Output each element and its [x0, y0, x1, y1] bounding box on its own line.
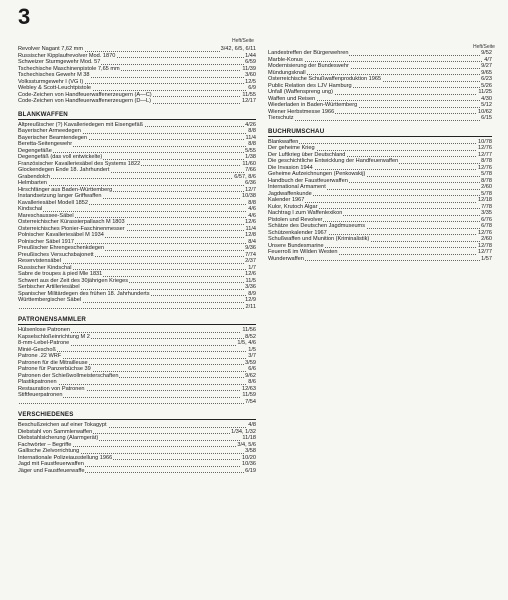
entry-title: Jäger und Faustfeuerwaffe — [18, 467, 85, 474]
entry-title: Tierschutz — [268, 115, 294, 121]
entry-title: Marble-Konus — [268, 56, 303, 63]
entry-title: Minié-Geschoß — [18, 346, 56, 353]
entry-title: Glockendegen Ende 18. Jahrhundert — [18, 167, 110, 173]
entry-title: Helmbarten — [18, 180, 47, 186]
entry-issue-page: 9/36 — [245, 245, 256, 251]
entry-issue-page: 12/7 — [245, 186, 256, 193]
entry-issue-page: 4/7 — [484, 56, 492, 63]
entry-title: Nachtrag I zum Waffenlexikon — [268, 210, 343, 216]
entry-title: Die geschichtliche Entwicklung der Handfeuerwaffen — [268, 158, 399, 164]
entry-issue-page: 12/76 — [478, 229, 492, 236]
entry-title: Kavalleriesäbel Modell 1852 — [18, 199, 88, 206]
entry-title: Code-Zeichen von Handfeuerwaffenerzeugern (A—C) — [18, 91, 152, 98]
entry-issue-page: 11/25 — [478, 89, 492, 95]
section-heading: BLANKWAFFEN — [18, 111, 256, 120]
entry-title: Fachwörter – Begriffe — [18, 441, 72, 448]
entry-issue-page: 1/7 — [248, 264, 256, 271]
issue-page-header: Heft/Seite — [473, 44, 495, 50]
entry-title: Feuerroß im Wilden Westen — [268, 249, 338, 255]
entry-title: Unfall (Waffenspreng ung) — [268, 89, 333, 95]
entry-issue-page: 5/12 — [481, 102, 492, 108]
entry-title: Schätze des Deutschen Jagdmuseums — [268, 223, 366, 229]
entry-title: Preußischer Ehrengeschenkdegen — [18, 245, 105, 251]
index-entry — [268, 115, 492, 122]
entry-title: Diebstahl von Sammlerwaffen — [18, 428, 93, 435]
entry-title — [18, 304, 19, 310]
entry-issue-page: 12/18 — [478, 197, 492, 203]
entry-issue-page: 12/77 — [478, 151, 492, 158]
entry-issue-page: 4/6 — [248, 212, 256, 219]
entry-issue-page: 12/76 — [478, 164, 492, 171]
entry-title: Spanischer Militärdegen des frühen 18. Jahrhunderts — [18, 290, 150, 297]
entry-issue-page: 2/11 — [245, 303, 256, 310]
entry-issue-page: 12/63 — [242, 385, 256, 392]
entry-title: Bayerischer Armeedegen — [18, 128, 81, 134]
entry-issue-page: 7/66 — [245, 167, 256, 173]
right-sections — [268, 128, 492, 263]
entry-issue-page: 3/58 — [245, 448, 256, 454]
entry-issue-page: 12/6 — [245, 219, 256, 225]
entry-issue-page: 12/77 — [478, 249, 492, 255]
entry-title: Pistolen und Revolver — [268, 216, 323, 223]
entry-issue-page: 11/55 — [242, 91, 256, 98]
entry-issue-page: 12/9 — [245, 297, 256, 303]
entry-issue-page: 12/17 — [242, 98, 256, 104]
entry-title: Instandsetzung langer Griffwaffen — [18, 193, 102, 199]
entry-title: Württembergischer Säbel — [18, 297, 82, 303]
entry-issue-page: 9/27 — [481, 63, 492, 69]
entry-title: Schwert aus der Zeit des 30jährigen Krieges — [18, 277, 129, 284]
section-heading: PATRONENSAMMLER — [18, 316, 256, 325]
entry-title: Schweizer Sturmgewehr Mod. 57 — [18, 59, 101, 65]
entry-title: Restauration von Patronen — [18, 385, 85, 392]
entry-issue-page: 11/59 — [242, 392, 256, 398]
entry-issue-page: 2/60 — [481, 184, 492, 190]
left-sections — [18, 111, 256, 475]
entry-issue-page: 1/44 — [245, 52, 256, 59]
entry-issue-page: 6/57, 8/6 — [234, 173, 256, 180]
entry-issue-page: 8/9 — [248, 290, 256, 297]
entry-title: Preußisches Versuchsbajonett — [18, 251, 94, 258]
entry-issue-page: 6/36 — [245, 180, 256, 186]
entry-issue-page: 5/26 — [481, 82, 492, 89]
section-entries — [18, 122, 256, 311]
left-column — [18, 38, 256, 474]
entry-issue-page: 8/4 — [248, 238, 256, 245]
entry-title: Revolver Nagant 7,62 mm — [18, 46, 83, 52]
entry-issue-page: 10/78 — [478, 138, 492, 145]
entry-title: Patronen der Schießwollmeisterschaften — [18, 372, 119, 379]
right-column — [268, 44, 495, 262]
entry-title: Altpreußischer (?) Kavalleriedegen mit Eisengefäß — [18, 121, 143, 128]
entry-title: Beschußzeichen auf einer Tokagypt — [18, 422, 107, 428]
entry-issue-page: 8/6 — [248, 379, 256, 385]
entry-title: Waffen und Reisen — [268, 95, 316, 102]
entry-title: Russischer Kindschal — [18, 264, 72, 271]
entry-title: Mündungsknall — [268, 69, 306, 76]
entry-issue-page: 6/9 — [248, 85, 256, 91]
entry-title: Volkssturmgewehr I (VG I) — [18, 78, 84, 85]
index-entry — [18, 468, 256, 475]
entry-title: Französischer Kavalleriesäbel des Systems 1822 — [18, 160, 141, 167]
entry-title: Mareschaussee-Säbel — [18, 212, 74, 219]
entry-title: Jagdwaffenkunde — [268, 190, 312, 197]
entry-title: Der Luftkrieg über Deutschland — [268, 151, 346, 158]
entry-title — [18, 399, 19, 405]
entry-issue-page: 11/39 — [242, 65, 256, 72]
entry-title: Webley & Scott-Leuchtpistole — [18, 85, 91, 91]
entry-issue-page: 4/6 — [248, 206, 256, 212]
section-heading: BUCHRUMSCHAU — [268, 128, 492, 137]
entry-title: Wiederladen in Baden-Württemberg — [268, 102, 358, 108]
entry-issue-page: 3/36 — [245, 284, 256, 290]
entry-title: Beretta-Seitengewehr — [18, 141, 73, 147]
entry-title: Kulor, Krutoch Algar — [268, 203, 318, 210]
entry-title: Österreichisches Pionier-Faschinenmesser — [18, 225, 125, 232]
entry-issue-page: 7/78 — [481, 203, 492, 210]
entry-issue-page: 11/18 — [242, 435, 256, 441]
entry-title: Landestreffen der Bürgerwehren — [268, 50, 349, 56]
entry-issue-page: 10/36 — [242, 461, 256, 467]
entry-title: Internationale Polizeiausstellung 1966 — [18, 454, 113, 461]
entry-issue-page: 2/37 — [245, 258, 256, 264]
section-entries — [268, 139, 492, 263]
entry-issue-page: 6/78 — [481, 223, 492, 229]
entry-title: Österreichische Schußwaffenproduktion 1965 — [268, 76, 382, 82]
entry-issue-page: 2/60 — [481, 236, 492, 242]
entry-title: Gallische Zielvorrichtung — [18, 448, 80, 454]
entry-issue-page: 4/8 — [248, 422, 256, 428]
entry-title: Reservistensäbel — [18, 258, 61, 264]
entry-title: Blankwaffen — [268, 138, 299, 145]
entry-issue-page: 1/38 — [245, 154, 256, 160]
entry-issue-page: 5/78 — [481, 171, 492, 177]
entry-title: Kindschal — [18, 206, 43, 212]
index-entry — [18, 304, 256, 311]
entry-title: Patrone .22 WRF — [18, 353, 62, 359]
entry-issue-page: 7/54 — [245, 398, 256, 405]
entry-title: Tschechisches Gewehr M 38 — [18, 72, 90, 78]
entry-issue-page: 6/6 — [248, 366, 256, 372]
entry-title: Code-Zeichen von Handfeuerwaffenerzeugern (D—L) — [18, 98, 151, 104]
entry-title: Serbischer Artilleriesäbel — [18, 284, 80, 290]
entry-issue-page: 3/42, 6/5, 6/11 — [220, 46, 256, 52]
entry-issue-page: 4/30 — [481, 95, 492, 102]
entry-issue-page: 11/4 — [245, 134, 256, 141]
entry-title: Wiener Herbstmesse 1966 — [268, 108, 335, 115]
entry-title: Russischer Kipplaufrevolver Mod. 1870 — [18, 52, 116, 59]
entry-issue-page: 11/60 — [242, 160, 256, 167]
entry-issue-page: 1/5 — [248, 346, 256, 353]
entry-issue-page: 8/78 — [481, 177, 492, 184]
entry-issue-page: 10/38 — [242, 193, 256, 199]
entry-title: Modernisierung der Bundeswehr — [268, 63, 349, 69]
entry-title: Tschechische Maschinenpistole 7,65 mm — [18, 65, 120, 72]
section-entries — [18, 327, 256, 405]
entry-issue-page: 9/52 — [481, 50, 492, 56]
entry-issue-page: 12/8 — [245, 232, 256, 238]
entry-issue-page: 5/55 — [245, 147, 256, 154]
entry-title: Hülsenlose Patronen — [18, 327, 70, 333]
entry-title: Unsere Bundesmarine — [268, 242, 324, 249]
entry-title: Jagd mit Faustfeuerwaffen — [18, 461, 84, 467]
right-top-entries — [268, 50, 492, 122]
entry-issue-page: 6/76 — [481, 216, 492, 223]
entry-issue-page: 11/5 — [245, 277, 256, 284]
entry-issue-page: 8/78 — [481, 158, 492, 164]
entry-issue-page: 12/6 — [245, 271, 256, 277]
entry-issue-page: 8/8 — [248, 199, 256, 206]
entry-issue-page: 1/34, 1/32 — [231, 428, 256, 435]
entry-issue-page: 12/5 — [245, 78, 256, 85]
entry-issue-page: 3/7 — [248, 353, 256, 359]
entry-issue-page: 12/76 — [478, 145, 492, 151]
entry-title: Hirschfänger aus Baden-Württemberg — [18, 186, 113, 193]
entry-title: Degengefäß (das voll entwickelte) — [18, 154, 103, 160]
entry-title: Die Invasion 1944 — [268, 164, 313, 171]
entry-title: Degengefäße — [18, 147, 52, 154]
entry-title: Wunderwaffen — [268, 255, 304, 262]
entry-title: Public Relation des LJV Hamburg — [268, 82, 352, 89]
entry-title: Polnischer Säbel 1917 — [18, 238, 74, 245]
entry-issue-page: 8/8 — [248, 128, 256, 134]
entry-issue-page: 6/59 — [245, 59, 256, 65]
entry-title: Patronen für die Mitrailleuse — [18, 359, 88, 366]
entry-issue-page: 4/26 — [245, 121, 256, 128]
entry-title: Patrone für Panzerbüchse 39 — [18, 366, 91, 372]
page-number: 3 — [18, 4, 31, 29]
entry-issue-page: 6/23 — [481, 76, 492, 82]
section-entries — [18, 422, 256, 474]
entry-issue-page: 9/62 — [245, 372, 256, 379]
entry-issue-page: 10/20 — [242, 454, 256, 461]
entry-issue-page: 7/74 — [245, 251, 256, 258]
entry-title: Geheime Aufzeichnungen (Penkowskij) — [268, 171, 366, 177]
entry-title: Polnischer Kavalleriesäbel M 1934 — [18, 232, 104, 238]
entry-issue-page: 6/19 — [245, 467, 256, 474]
index-entry — [18, 399, 256, 406]
entry-title: Schützenkalender 1967 — [268, 229, 327, 236]
entry-issue-page: 3/35 — [481, 210, 492, 216]
issue-page-header: Heft/Seite — [232, 38, 254, 44]
entry-issue-page: 9/65 — [481, 69, 492, 76]
entry-title: Der geheime Krieg — [268, 145, 315, 151]
entry-title: Österreichischer Kürassierpallasch M 1803 — [18, 219, 125, 225]
entry-issue-page: 3/59 — [245, 359, 256, 366]
entry-title: Kapselschloßeinrichtung M 2 — [18, 333, 90, 340]
entry-issue-page: 3/60 — [245, 72, 256, 78]
entry-title: Bayerischer Beamtendegen — [18, 134, 88, 141]
entry-title: 8-mm-Lebel-Patrone — [18, 340, 70, 346]
entry-issue-page: 1/57 — [481, 255, 492, 262]
entry-issue-page: 8/8 — [248, 141, 256, 147]
left-top-entries — [18, 46, 256, 105]
entry-issue-page: 12/78 — [478, 242, 492, 249]
entry-title: Diebstahlsicherung (Alarmgerät) — [18, 435, 99, 441]
entry-issue-page: 5/78 — [481, 190, 492, 197]
entry-title: Sabre de troupes à pied Mle 1831 — [18, 271, 103, 277]
entry-title: Handbuch der Faustfeuerwaffen — [268, 177, 348, 184]
entry-issue-page: 3/4, 5/6 — [237, 441, 256, 448]
entry-title: Schußwaffen und Munition (Kriminalistik) — [268, 236, 370, 242]
entry-issue-page: 10/62 — [478, 108, 492, 115]
entry-issue-page: 6/15 — [481, 115, 492, 121]
entry-issue-page: 1/5, 4/6 — [237, 340, 256, 346]
entry-issue-page: 11/4 — [245, 225, 256, 232]
entry-title: Grabendolch — [18, 173, 51, 180]
index-entry — [268, 256, 492, 263]
entry-title: Kalender 1967 — [268, 197, 305, 203]
entry-title: International Armament — [268, 184, 326, 190]
entry-title: Plastikpatronen — [18, 379, 57, 385]
section-heading: VERSCHIEDENES — [18, 411, 256, 420]
entry-title: Stiftfeuerpatronen — [18, 392, 63, 398]
entry-issue-page: 8/52 — [245, 333, 256, 340]
index-entry — [18, 98, 256, 105]
entry-issue-page: 11/56 — [242, 327, 256, 333]
